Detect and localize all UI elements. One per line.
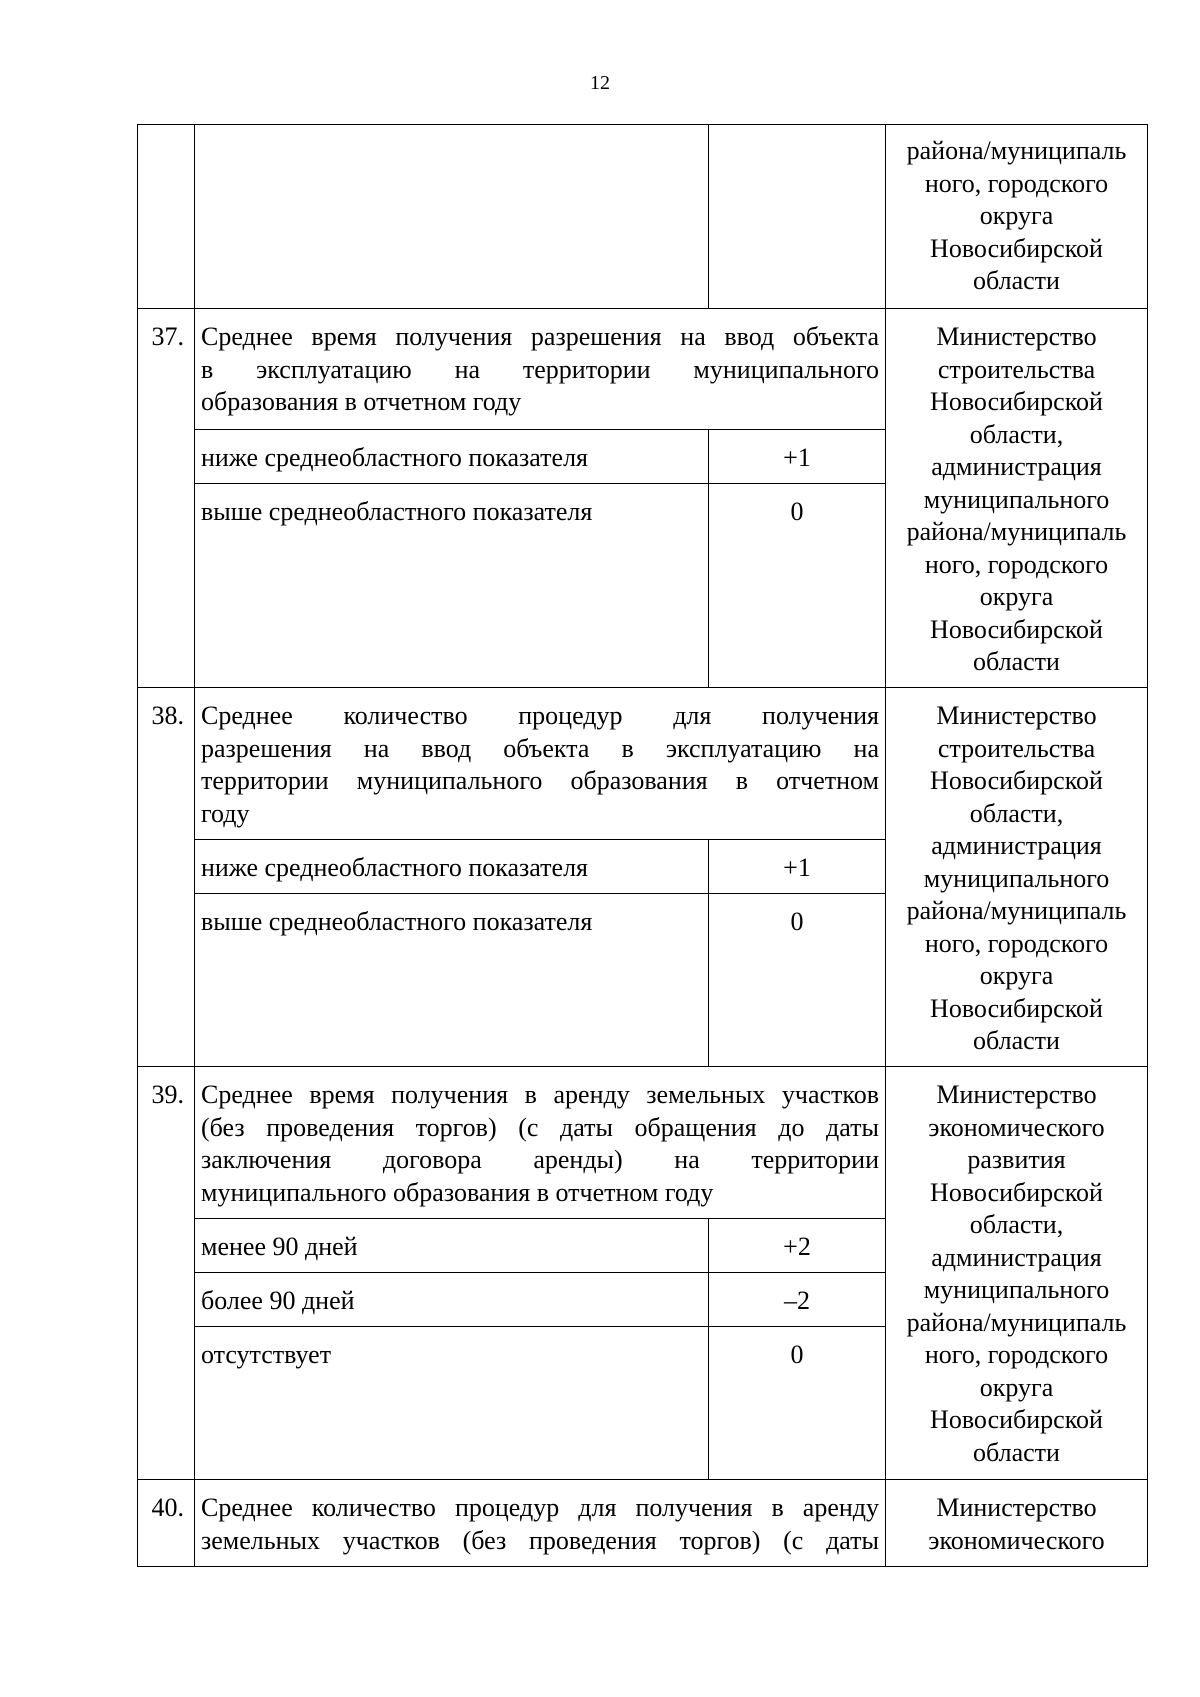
table-row-38 [138, 688, 1148, 840]
option-label: более 90 дней [195, 1273, 709, 1327]
row-number: 39. [138, 1067, 195, 1480]
option-score: +2 [709, 1219, 886, 1273]
table-row-39 [138, 1067, 1148, 1219]
option-score: 0 [709, 484, 886, 688]
row-number: 38. [138, 688, 195, 1067]
criteria-table [137, 124, 1148, 1567]
table-row-continuation [138, 125, 1148, 309]
criterion-title: Среднее время получения разрешения на ввод объекта в эксплуатацию на территории муниципального образования в отчетном году [195, 309, 886, 430]
table-row-40 [138, 1480, 1148, 1567]
responsible-cell: Министерство экономического [886, 1480, 1148, 1567]
table-row-37 [138, 309, 1148, 430]
criterion-cell [195, 125, 709, 309]
criterion-title: Среднее количество процедур для получения разрешения на ввод объекта в эксплуатацию на территории муниципального образования в отчетном году [195, 688, 886, 840]
row-number: 40. [138, 1480, 195, 1567]
criterion-title: Среднее количество процедур для получения в аренду земельных участков (без проведения торгов) (с даты [195, 1480, 886, 1567]
option-score: +1 [709, 430, 886, 484]
option-label: выше среднеобластного показателя [195, 894, 709, 1067]
row-number: 37. [138, 309, 195, 688]
option-label: отсутствует [195, 1327, 709, 1480]
option-score: 0 [709, 1327, 886, 1480]
option-score: 0 [709, 894, 886, 1067]
page-number: 12 [590, 72, 610, 94]
number-cell [138, 125, 195, 309]
criterion-title: Среднее время получения в аренду земельных участков (без проведения торгов) (с даты обращения до даты заключения договора аренды) на территории муниципального образования в отчетном году [195, 1067, 886, 1219]
responsible-cell: Министерство строительства Новосибирской области, администрация муниципального района/муниципаль ного, городского округа Новосибирской области [886, 688, 1148, 1067]
option-label: ниже среднеобластного показателя [195, 430, 709, 484]
option-score: +1 [709, 840, 886, 894]
option-score: –2 [709, 1273, 886, 1327]
responsible-cell: Министерство экономического развития Новосибирской области, администрация муниципального района/муниципаль ного, городского округа Новосибирской области [886, 1067, 1148, 1480]
option-label: выше среднеобластного показателя [195, 484, 709, 688]
responsible-cell: Министерство строительства Новосибирской области, администрация муниципального района/муниципаль ного, городского округа Новосибирской области [886, 309, 1148, 688]
responsible-cell: района/муниципаль ного, городского округа Новосибирской области [886, 125, 1148, 309]
option-label: менее 90 дней [195, 1219, 709, 1273]
option-label: ниже среднеобластного показателя [195, 840, 709, 894]
score-cell [709, 125, 886, 309]
